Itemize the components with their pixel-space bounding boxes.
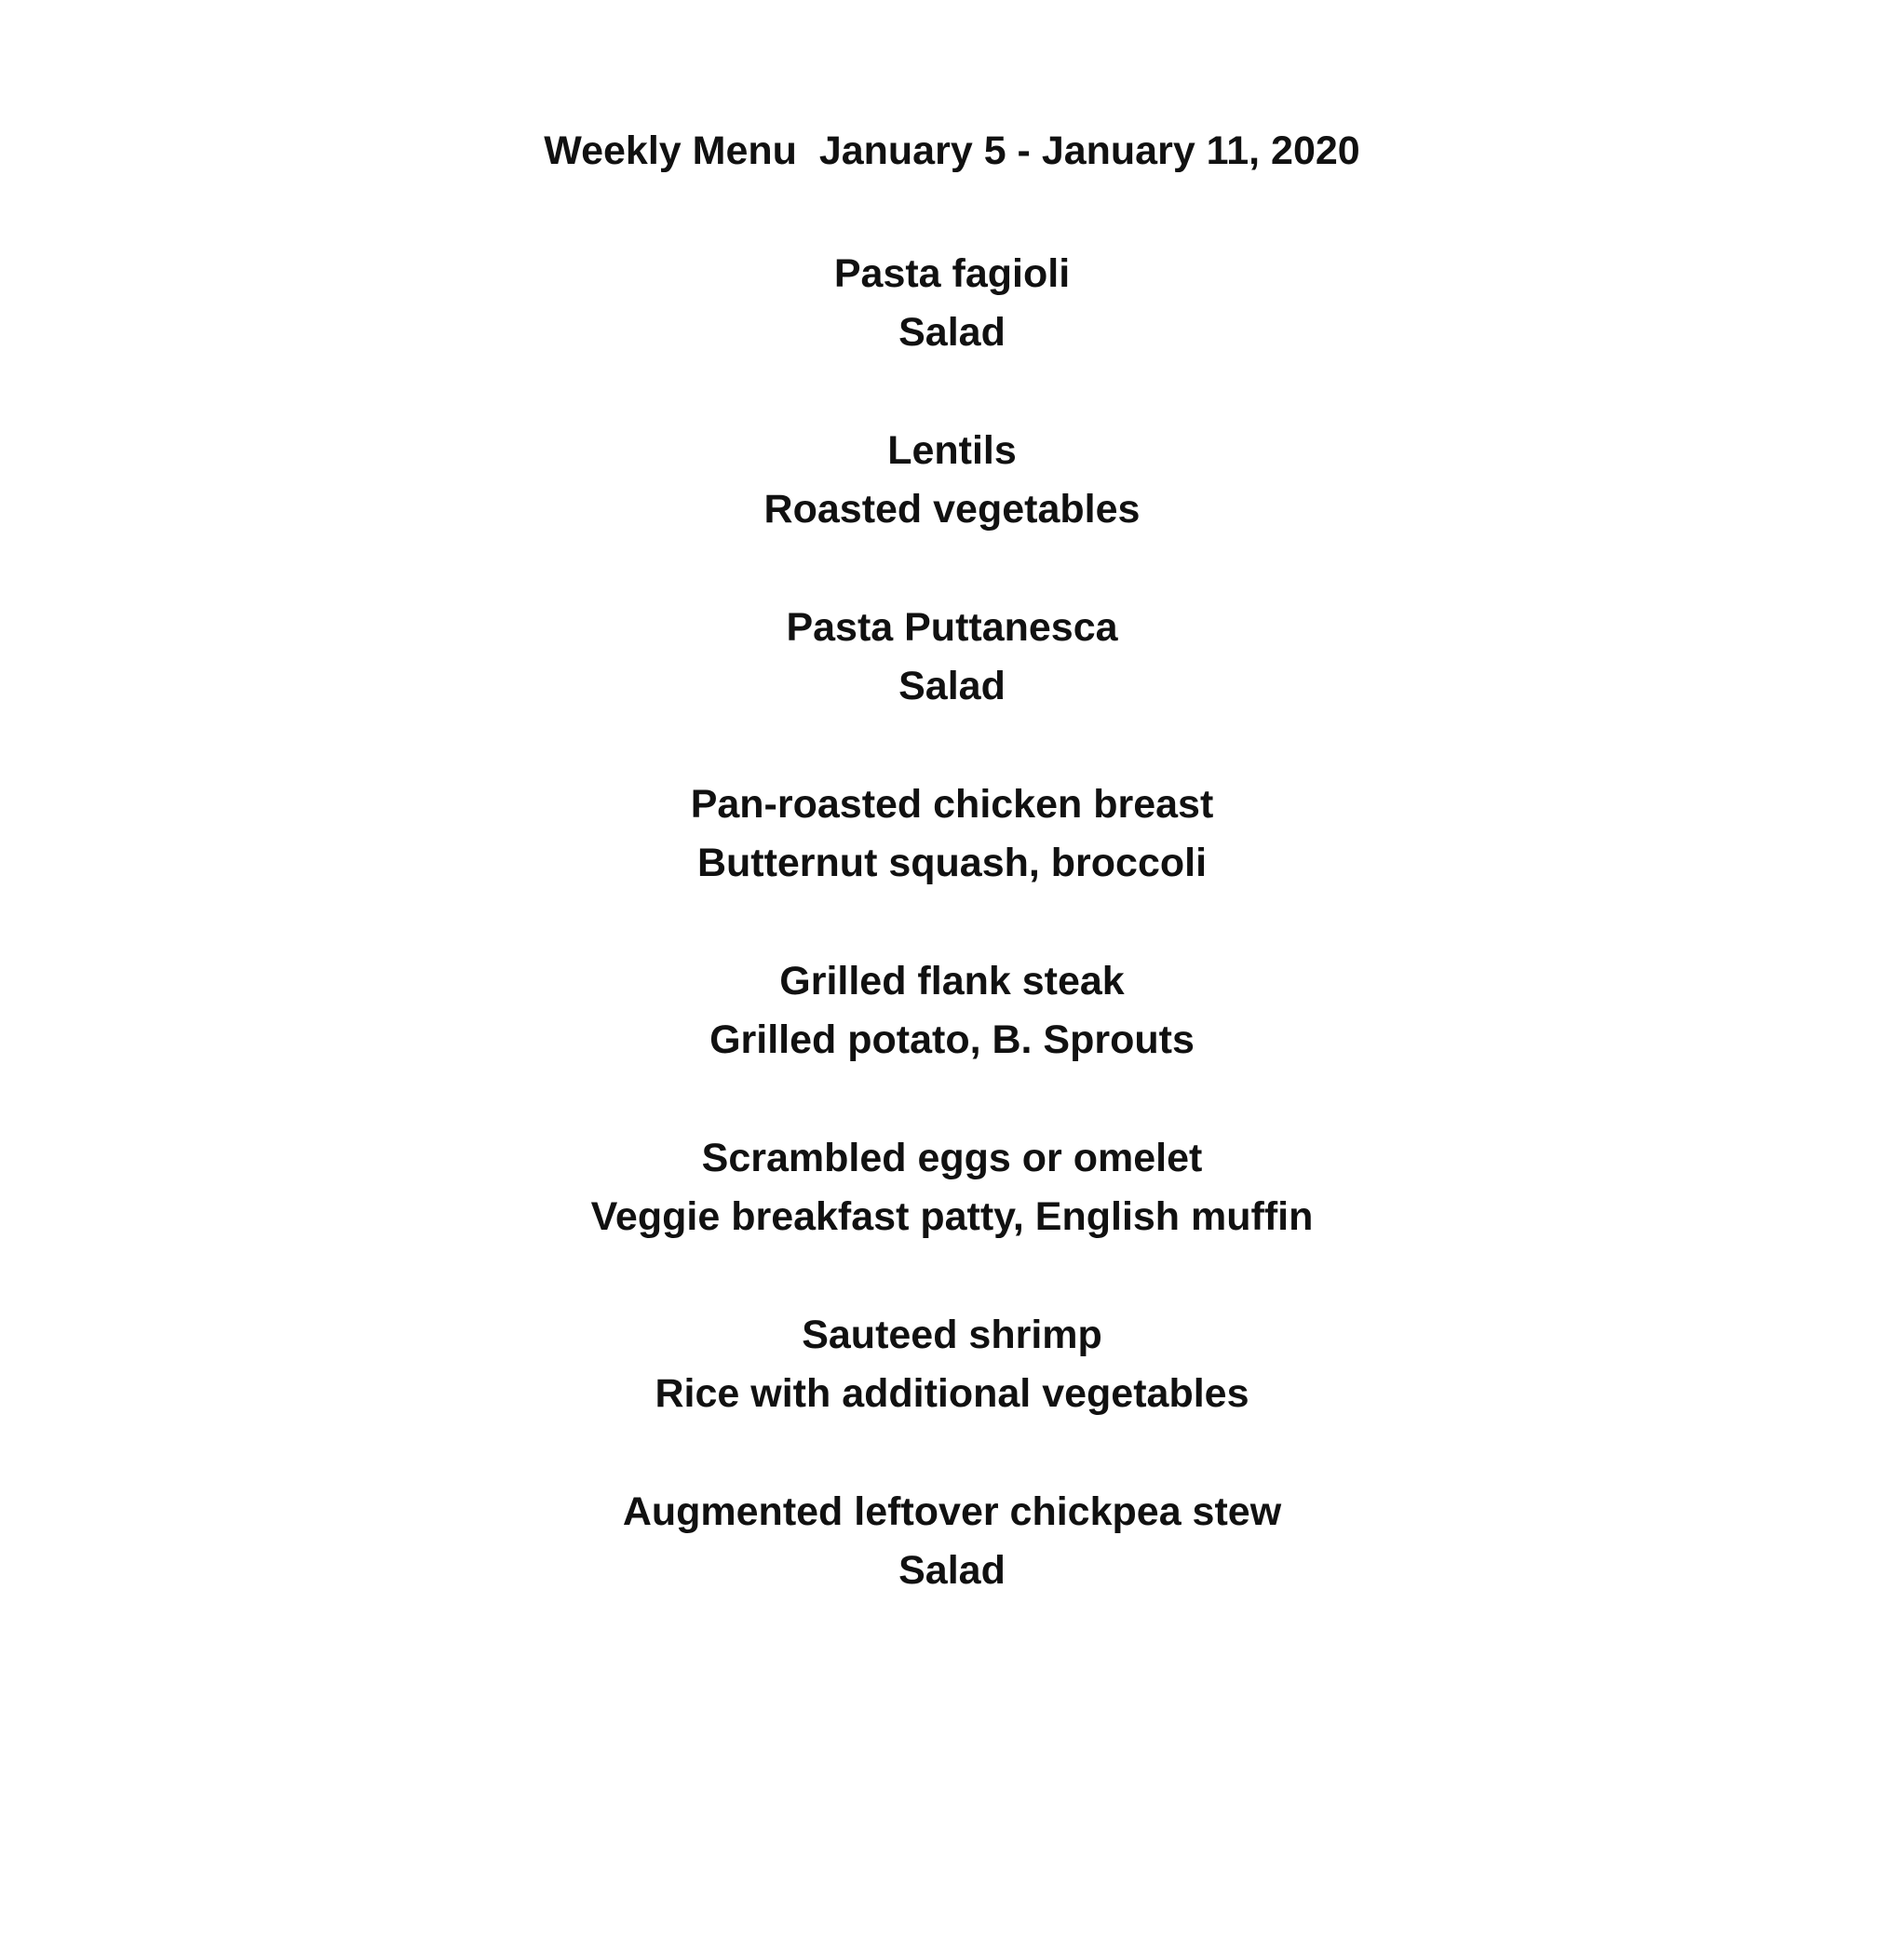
menu-item-side: Salad: [898, 310, 1006, 355]
menu-item-side: Salad: [898, 664, 1006, 708]
menu-item: [0, 599, 1904, 775]
menu-item-main: Sauteed shrimp: [802, 1313, 1102, 1357]
menu-item: [0, 1129, 1904, 1306]
menu-item-side: Roasted vegetables: [763, 487, 1141, 532]
menu-item-main: Pasta fagioli: [833, 251, 1071, 296]
menu-item: [0, 775, 1904, 952]
menu-item-side: Veggie breakfast patty, English muffin: [590, 1194, 1314, 1239]
menu-item-side: Butternut squash, broccoli: [696, 841, 1208, 885]
menu-item-side: Salad: [898, 1548, 1006, 1593]
menu-item-main: Pan-roasted chicken breast: [690, 782, 1214, 827]
menu-item: [0, 1306, 1904, 1483]
menu-item-main: Grilled flank steak: [779, 959, 1125, 1003]
menu-item: [0, 422, 1904, 599]
menu-item: [0, 952, 1904, 1129]
menu-list: [0, 245, 1904, 1660]
menu-item-main: Augmented leftover chickpea stew: [622, 1489, 1282, 1534]
menu-item: [0, 245, 1904, 422]
menu-item-main: Scrambled eggs or omelet: [701, 1136, 1203, 1180]
menu-item-main: Lentils: [887, 428, 1017, 473]
menu-item-main: Pasta Puttanesca: [786, 605, 1118, 650]
menu-item-side: Rice with additional vegetables: [655, 1371, 1249, 1416]
document-title: Weekly Menu January 5 - January 11, 2020: [544, 128, 1360, 173]
menu-item: [0, 1483, 1904, 1660]
menu-item-side: Grilled potato, B. Sprouts: [709, 1017, 1195, 1062]
